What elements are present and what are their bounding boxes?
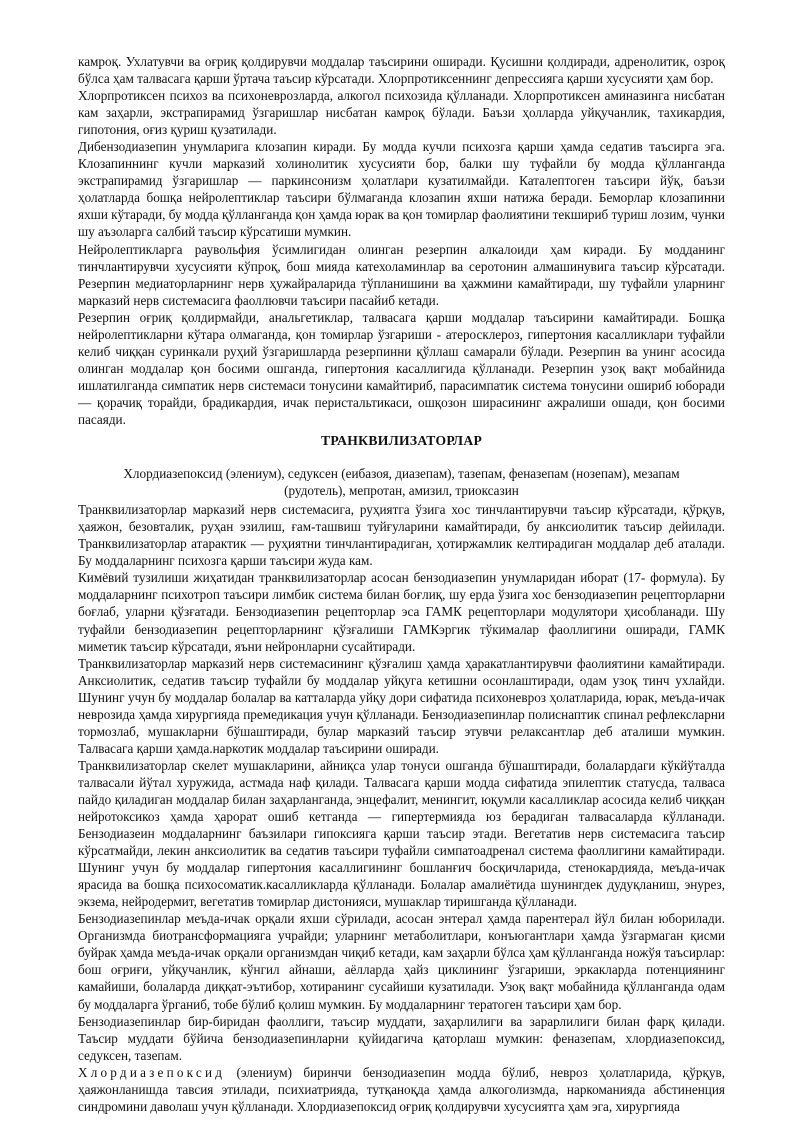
paragraph: Транквилизаторлар марказий нерв системасига, руҳиятга ўзига хос тинчлантирувчи таъсир кўрсатади, қўрқув, ҳаяжон, безовталик, руҳан эзилиш, ғам-ташвиш туйғуларини камайтиради, бу анксиолитик таъсир дейилади. Транквилизаторлар атарактик — руҳиятни тинчлантирадиган, ҳотиржамлик келтирадиган моддалар деб аталади. Бу моддаларнинг психозга қарши таъсири жуда кам. [78, 502, 725, 569]
paragraph: Нейролептикларга раувольфия ўсимлигидан олинган резерпин алкалоиди ҳам киради. Бу модданинг тинчлантирувчи хусусияти кўпроқ, бош мияда катехоламинлар ва серотонин алмашинувига таъсир кўрсатади. Резерпин медиаторларнинг нерв ҳужайраларида тўпланишини ва ҳажмини камайтиради, шу туфайли уларнинг марказий нерв системасига фаоллювчи таъсири пасайиб кетади. [78, 241, 725, 308]
section-subtitle [78, 465, 725, 499]
subtitle-line: Хлордиазепоксид (элениум), седуксен (еибазоя, диазепам), тазепам, феназепам (нозепам), мезапам [123, 466, 680, 482]
lead-term: Хлордиазепоксид [78, 1064, 226, 1080]
paragraph: Резерпин оғриқ қолдирмайди, анальгетиклар, талвасага қарши моддалар таъсирини камайтиради. Бошқа нейролептикларни кўтара олмаганда, қон томирлар ўзгариши - атеросклероз, гипертония касалликлари туфайли келиб чиққан суринкали руҳий ўзгаришларда резерпинни қўллаш самарали бўлади. Резерпин ва унинг асосида олинган моддалар қон босими ошганда, гипертония касаллигида қўлланади. Резерпин узоқ вақт мобайнида ишлатилганда симпатик нерв системаси тонусини камайтириб, парасимпатик система тонусини ошириб юборади — қорачиқ торайди, брадикардия, ичак перистальтикаси, ошқозон ширасининг ажралиши ошади, қон босими пасаяди. [78, 309, 725, 427]
paragraph-text: (элениум) биринчи бензодиазепин модда бўлиб, невроз ҳолатларида, қўрқув, ҳаяжонланишда тавсия этилади, психиатрияда, тутқаноқда ҳамда алкоголизмда, наркоманияда абстиненция синдромини даволаш учун қўлланади. Хлордиазепоксид оғриқ қолдирувчи хусусиятга ҳам эга, хирургияда [78, 1064, 725, 1114]
paragraph: Транквилизаторлар скелет мушакларини, айниқса улар тонуси ошганда бўшаштиради, болалардаги кўкйўталда талвасали йўтал хуружида, астмада наф қилади. Талвасага қарши модда сифатида эпилептик статусда, талваса пайдо қиладиган моддалар билан заҳарланганда, энцефалит, менингит, юқумли касалликлар асосида келиб чиққан нейротоксикоз ҳамда ҳарорат ошиб кетганда — гипертермияда юз берадиган талвасаларда кўлланади. Бензодиазеин моддаларнинг баъзилари гипоксияга қарши таъсир этади. Вегетатив нерв системасига таъсир кўрсатмайди, лекин анксиолитик ва седатив таъсири туфайли симпатоадренал система фаоллигини камайтиради. Шунинг учун бу моддалар гипертония касаллигининг бошланғич босқичларида, стенокардияда, меъда-ичак ярасида ва бошқа психосоматик.касалликларда қўлланади. Болалар амалиётида шунингдек дудуқланиш, энурез, экзема, нейродермит, вегетатив томирлар дистонияси, мушаклар тиришганда қўлланади. [78, 757, 725, 910]
paragraph: Кимёвий тузилиши жиҳатидан транквилизаторлар асосан бензодиазепин унумларидан иборат (17- формула). Бу моддаларнинг психотроп таъсири лимбик система билан боғлиқ, шу ерда ўзига хос бензодиазепин рецепторларни боғлаб, уларни қўзғатади. Бензодиазепин рецепторлар эса ГАМК рецепторлари модулятори ҳисобланади. Шу туфайли бензодиазепин рецепторларнинг қўзғалиши ГАМКэргик тўкималар фаоллигини оширади, ГАМК миметик таъсир кўрсатади, яъни нейронларни сусайтиради. [78, 570, 725, 654]
paragraph: Дибензодиазепин унумларига клозапин киради. Бу модда кучли психозга қарши ҳамда седатив таъсирга эга. Клозапиннинг кучли марказий холинолитик хусусияти бор, балки шу туфайли бу модда қўлланганда экстрапирамид ўзгаришлар — паркинсонизм ҳолатлари кузатилмайди. Каталептоген таъсири йўқ, баъзи ҳолатларда бошқа нейролептиклар таъсири бўлмаганда клозапин яхши натижа беради. Беморлар клозапинни яхши кўтаради, бу модда қўлланганда қон ҳамда юрак ва қон томирлар фаолиятини текшириб туриш лозим, чунки шу аъзоларга салбий таъсир кўрсатиши мумкин. [78, 139, 725, 240]
section-title: ТРАНКВИЛИЗАТОРЛАР [320, 433, 483, 449]
paragraph-last [78, 1064, 725, 1115]
paragraph: Транквилизаторлар марказий нерв системасининг қўзғалиш ҳамда ҳаракатлантирувчи фаолиятини камайтиради. Анксиолитик, седатив таъсир туфайли бу моддалар уйқуга кетишни осонлаштиради, одам узоқ тинч ухлайди. Шунинг учун бу моддалар болалар ва катталарда уйқу дори сифатида психоневроз ҳолатларида, юрак, меъда-ичак неврозида ҳамда хирургияда премедикация учун қўлланади. Бензодиазепинлар полиснаптик спинал рефлексларни тормозлаб, мушакларни бўшаштиради, булар марказий таъсир этувчи релаксантлар деб аталиши мумкин. Талвасага қарши ҳамда.наркотик моддалар таъсирини оширади. [78, 655, 725, 756]
paragraph: камроқ. Ухлатувчи ва оғриқ қолдирувчи моддалар таъсирини оширади. Қусишни қолдиради, адренолитик, озроқ бўлса ҳам талвасага қарши ўртача таъсир кўрсатади. Хлорпротиксеннинг депрессияга қарши хусусияти ҳам бор. [78, 54, 725, 87]
paragraph: Хлорпротиксен психоз ва психоневрозларда, алкогол психозида қўлланади. Хлорпротиксен аминазинга нисбатан кам заҳарли, экстрапирамид ўзгаришлар нисбатан камроқ бўлади. Баъзи ҳолларда уйқучанлик, тахикардия, гипотония, оғиз қуриш қузатилади. [78, 88, 725, 138]
paragraph: Бензодиазепинлар бир-биридан фаоллиги, таъсир муддати, заҳарлилиги ва зарарлилиги билан фарқ қилади. Таъсир муддати бўйича бензодиазепинларни қуйидагича қаторлаш мумкин: феназепам, хлордиазепоксид, седуксен, тазепам. [78, 1013, 725, 1063]
subtitle-line: (рудотель), мепротан, амизил, триоксазин [284, 483, 519, 499]
paragraph: Бензодиазепинлар меъда-ичак орқали яхши сўрилади, асосан энтерал ҳамда парентерал йўл билан юборилади. Организмда биотрансформацияга учрайди; уларнинг метаболитлари, конъюгантлари ҳамда ўзгармаган қисми буйрак ҳамда меъда-ичак орқали организмдан чиқиб кетади, кам заҳарли бўлса ҳам қўлланганда ножўя таъсирлар: бош оғриғи, уйқучанлик, кўнгил айнаши, аёлларда ҳайз циклининг ўзгариши, эркакларда потенциянинг камайиши, болаларда диққат-эътибор, хотиранинг сусайиши кузатилади. Узоқ вақт мобайнида қўлланганда одам бу моддаларга ўрганиб, тобе бўлиб қолиш мумкин. Бу моддаларнинг тератоген таъсири ҳам бор. [78, 911, 725, 1012]
